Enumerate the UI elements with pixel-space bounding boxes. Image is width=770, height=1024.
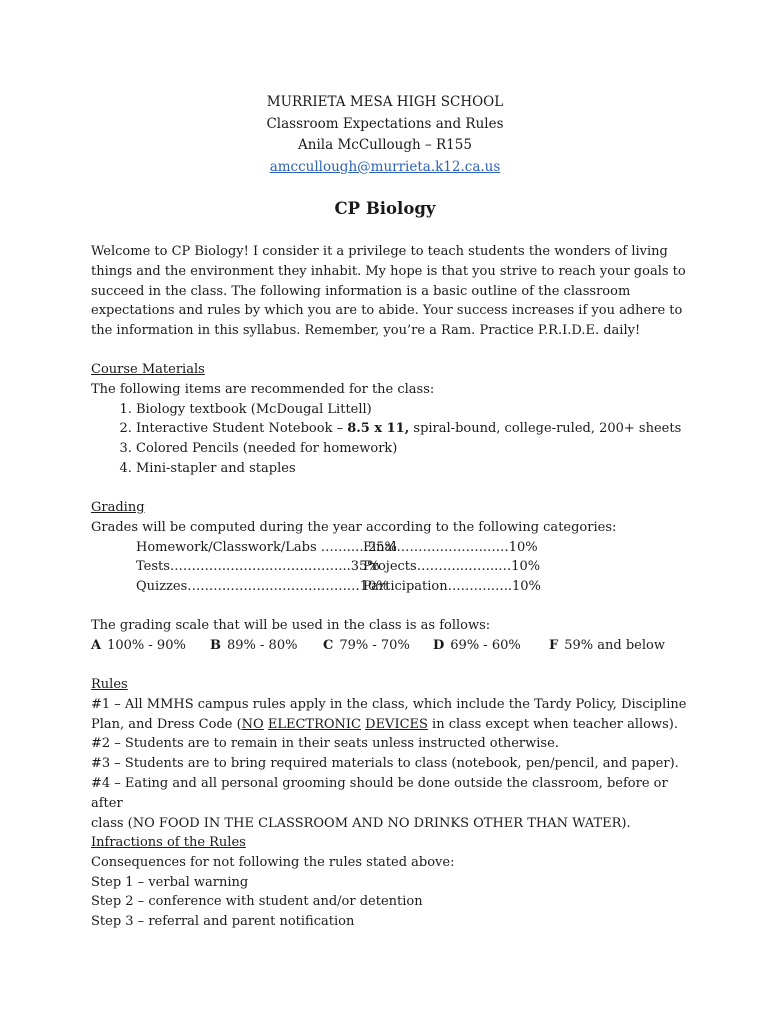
list-item-bold-text: 8.5 x 11, xyxy=(347,421,410,437)
grade-range: 79% - 70% xyxy=(339,638,410,653)
rule-emphasis: DEVICES xyxy=(365,716,428,732)
list-item-text: Mini-stapler and staples xyxy=(136,460,296,476)
intro-line: expectations and rules by which you are to abide. Your success increases if you adhere to xyxy=(91,303,683,319)
grading-category: Projects………..……..…10% xyxy=(363,559,541,575)
consequence-step: Step 3 – referral and parent notification xyxy=(91,914,355,930)
grade-range: 100% - 90% xyxy=(107,638,186,653)
grade-letter: A xyxy=(91,638,102,653)
rule-text: in class except when teacher allows). xyxy=(427,716,679,732)
grade-letter: B xyxy=(210,638,221,653)
rule-line: #1 – All MMHS campus rules apply in the class, which include the Tardy Policy, Discipline xyxy=(91,696,687,712)
infractions-section xyxy=(91,833,691,932)
grading-category: Final……….……….……10% xyxy=(363,539,538,555)
grade-range: 69% - 60% xyxy=(450,638,521,653)
list-item xyxy=(136,459,691,479)
grade-range: 59% and below xyxy=(564,638,665,653)
grading-row xyxy=(91,577,691,597)
grading-category: Homework/Classwork/Labs ……..…25% xyxy=(136,539,397,555)
grade-letter: C xyxy=(323,638,334,653)
course-title: CP Biology xyxy=(334,199,436,218)
rule-line: #3 – Students are to bring required materials to class (notebook, pen/pencil, and paper). xyxy=(91,756,679,772)
grading-heading: Grading xyxy=(91,500,145,515)
course-materials-lead: The following items are recommended for the class: xyxy=(91,381,435,397)
document-subtitle: Classroom Expectations and Rules xyxy=(266,115,504,132)
grading-lead: Grades will be computed during the year according to the following categories: xyxy=(91,519,617,535)
teacher-email-link[interactable]: amccullough@murrieta.k12.ca.us xyxy=(269,158,501,175)
rule-emphasis: NO xyxy=(241,716,264,732)
document-header xyxy=(0,92,770,178)
list-item xyxy=(136,419,691,439)
rule-text: Plan, and Dress Code ( xyxy=(91,716,242,732)
rule-line: class (NO FOOD IN THE CLASSROOM AND NO DRINKS OTHER THAN WATER). xyxy=(91,815,631,831)
intro-line: the information in this syllabus. Remember, you’re a Ram. Practice P.R.I.D.E. daily! xyxy=(91,323,641,339)
grade-item xyxy=(323,636,410,656)
rules-heading: Rules xyxy=(91,677,128,692)
list-item-text: Biology textbook (McDougal Littell) xyxy=(136,401,372,417)
school-name: MURRIETA MESA HIGH SCHOOL xyxy=(266,94,504,110)
grading-row xyxy=(91,538,691,558)
rule-line xyxy=(91,715,691,735)
list-item-text: spiral-bound, college-ruled, 200+ sheets xyxy=(409,421,682,437)
list-item xyxy=(136,400,691,420)
course-materials-section xyxy=(91,360,691,479)
course-materials-heading: Course Materials xyxy=(91,362,205,377)
rule-emphasis: ELECTRONIC xyxy=(267,716,361,732)
grading-scale-lead: The grading scale that will be used in the class is as follows: xyxy=(91,618,491,633)
grade-item xyxy=(549,636,665,656)
rule-line: #4 – Eating and all personal grooming should be done outside the classroom, before or after xyxy=(91,775,668,811)
grade-item xyxy=(433,636,521,656)
rules-section xyxy=(91,675,691,833)
grade-letter: D xyxy=(433,638,445,653)
list-item-text: Colored Pencils (needed for homework) xyxy=(136,441,398,457)
intro-line: succeed in the class. The following information is a basic outline of the classroom xyxy=(91,283,631,299)
intro-paragraph xyxy=(91,242,691,341)
materials-list xyxy=(91,400,691,479)
list-item xyxy=(136,439,691,459)
grade-item xyxy=(210,636,297,656)
grade-item xyxy=(91,636,186,656)
intro-line: Welcome to CP Biology! I consider it a privilege to teach students the wonders of living xyxy=(91,244,668,259)
grading-section xyxy=(91,498,691,597)
grade-range: 89% - 80% xyxy=(227,638,298,653)
infractions-lead: Consequences for not following the rules stated above: xyxy=(91,854,455,870)
grading-row xyxy=(91,557,691,577)
list-item-text: Interactive Student Notebook – xyxy=(136,421,348,437)
grading-category: Quizzes……….……….……….…….…10% xyxy=(136,579,389,595)
consequence-step: Step 2 – conference with student and/or detention xyxy=(91,894,423,910)
grade-letter: F xyxy=(549,638,559,653)
consequence-step: Step 1 – verbal warning xyxy=(91,874,249,890)
infractions-heading: Infractions of the Rules xyxy=(91,835,246,850)
grading-category: Tests………….……….……….……...35% xyxy=(136,559,380,575)
grading-category: Participation……….…..10% xyxy=(363,579,541,595)
intro-line: things and the environment they inhabit. My hope is that you strive to reach your goals to xyxy=(91,263,686,279)
rule-line: #2 – Students are to remain in their seats unless instructed otherwise. xyxy=(91,736,559,752)
teacher-name: Anila McCullough – R155 xyxy=(298,137,472,153)
